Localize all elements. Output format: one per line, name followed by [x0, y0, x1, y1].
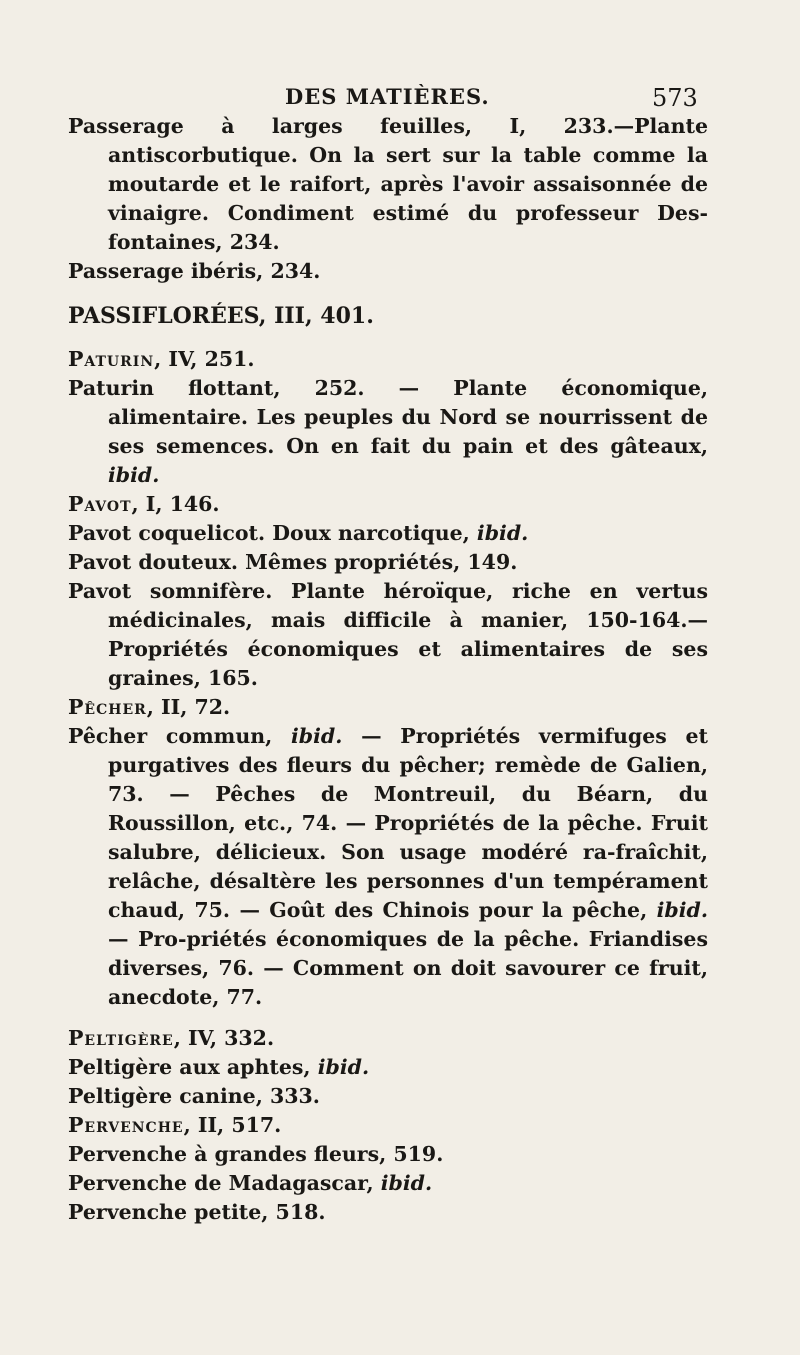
entry-text: Pêcher commun, — [68, 724, 292, 748]
index-entry — [68, 257, 708, 286]
index-entry — [68, 1198, 708, 1227]
entry-ibid: ibid. — [656, 898, 708, 922]
genus-name: Paturin — [68, 347, 155, 371]
family-heading — [68, 302, 708, 331]
genus-entry — [68, 1111, 708, 1140]
genus-entry — [68, 1024, 708, 1053]
index-entry — [68, 548, 708, 577]
entry-text: Pervenche petite, 518. — [68, 1200, 326, 1224]
entry-ibid: ibid. — [108, 463, 160, 487]
genus-name: Pervenche — [68, 1113, 184, 1137]
genus-entry — [68, 693, 708, 722]
entry-ibid: ibid. — [291, 724, 343, 748]
entry-reference: , IV, 251. — [154, 347, 255, 371]
index-entry — [68, 722, 708, 1012]
genus-entry — [68, 345, 708, 374]
entry-ibid: ibid. — [476, 521, 529, 545]
genus-name: Pavot — [68, 492, 132, 516]
entry-text: Peltigère aux aphtes, — [68, 1055, 318, 1079]
entry-reference: , IV, 332. — [173, 1026, 275, 1050]
entry-text: Pervenche à grandes fleurs, 519. — [68, 1142, 444, 1166]
entry-ibid: ibid. — [317, 1055, 370, 1079]
entry-text: Passerage à larges feuilles, I, 233.—Plante antiscorbutique. On la sert sur la table comme la moutarde et le raifort, après l'avoir assaisonnée de vinaigre. Condiment estimé du professeur Des-fontaines, 234. — [68, 114, 708, 254]
entry-text: Paturin flottant, 252. — Plante économique, alimentaire. Les peuples du Nord se nourrissent de ses semences. On en fait du pain et des gâteaux, — [68, 376, 708, 458]
entry-text: Passerage ibéris, 234. — [68, 259, 321, 283]
running-head-title: DES MATIÈRES. — [285, 84, 490, 109]
entry-reference: , II, 517. — [183, 1113, 282, 1137]
entry-reference: , II, 72. — [146, 695, 231, 719]
entry-text: — Pro-priétés économiques de la pêche. Friandises diverses, 76. — Comment on doit savourer ce fruit, anecdote, 77. — [108, 927, 708, 1009]
entry-text: — Propriétés vermifuges et purgatives des fleurs du pêcher; remède de Galien, 73. — Pêches de Montreuil, du Béarn, du Roussillon, etc., 74. — Propriétés de la pêche. Fruit salubre, délicieux. Son usage modéré ra-fraîchit, relâche, désaltère les personnes d'un tempérament chaud, 75. — Goût des Chinois pour la pêche, — [108, 724, 708, 922]
entry-text: Pervenche de Madagascar, — [68, 1171, 381, 1195]
genus-name: Peltigère — [68, 1026, 174, 1050]
page-number: 573 — [652, 84, 698, 112]
entry-text: Peltigère canine, 333. — [68, 1084, 320, 1108]
index-entry — [68, 577, 708, 693]
index-entry — [68, 112, 708, 257]
entry-text: Pavot douteux. Mêmes propriétés, 149. — [68, 550, 518, 574]
index-entry — [68, 1140, 708, 1169]
index-entries — [68, 112, 708, 1227]
entry-ibid: ibid. — [380, 1171, 433, 1195]
entry-reference: , I, 146. — [131, 492, 220, 516]
index-entry — [68, 519, 708, 548]
genus-entry — [68, 490, 708, 519]
entry-text: PASSIFLORÉES, III, 401. — [68, 303, 374, 329]
entry-text: Pavot coquelicot. Doux narcotique, — [68, 521, 477, 545]
index-entry — [68, 1082, 708, 1111]
index-entry — [68, 1053, 708, 1082]
entry-text: Pavot somnifère. Plante héroïque, riche en vertus médicinales, mais difficile à manier, 150-164.—Propriétés économiques et alimentaires de ses graines, 165. — [68, 579, 708, 690]
genus-name: Pêcher — [68, 695, 147, 719]
index-entry — [68, 374, 708, 490]
index-entry — [68, 1169, 708, 1198]
running-head — [0, 84, 800, 114]
